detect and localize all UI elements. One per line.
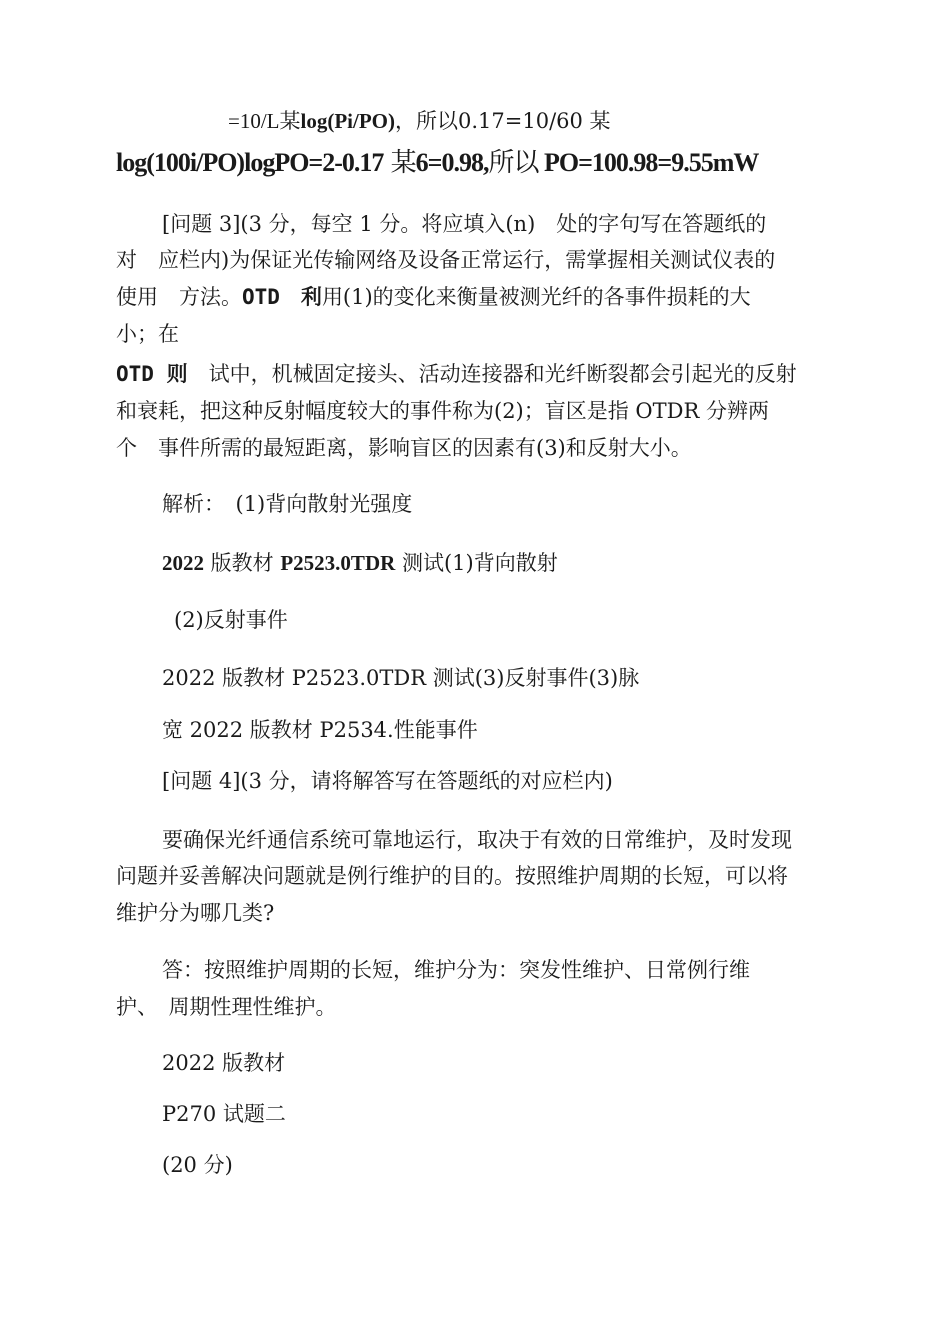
q3-line-2: 对 应栏内)为保证光传输网络及设备正常运行，需掌握相关测试仪表的 xyxy=(116,248,776,272)
q3-text: 使用 方法。 xyxy=(116,285,242,309)
formula-line-2 xyxy=(116,146,758,180)
analysis-item-2: (2)反射事件 xyxy=(174,608,288,632)
q3-text: 用(1)的变化来衡量被测光纤的各事件损耗的大 xyxy=(321,285,751,309)
formula-text: =10/L xyxy=(228,109,280,133)
formula-text: log(Pi/PO) xyxy=(300,109,395,133)
q3-line-6: 和衰耗，把这种反射幅度较大的事件称为(2)；盲区是指 OTDR 分辨两 xyxy=(116,399,769,423)
analysis-text: 版教材 xyxy=(204,551,281,575)
q4-answer-line-1: 答：按照维护周期的长短，维护分为：突发性维护、日常例行维 xyxy=(162,958,750,982)
q4-ref-3: (20 分) xyxy=(162,1153,233,1177)
q4-answer-line-2: 护、 周期性理性维护。 xyxy=(116,995,337,1019)
formula-text: log(100i/PO)logPO=2-0.17 xyxy=(116,148,384,177)
q3-text: 试中，机械固定接头、活动连接器和光纤断裂都会引起光的反射 xyxy=(187,362,797,386)
formula-line-1 xyxy=(228,107,611,135)
q3-line-1: [问题 3](3 分，每空 1 分。将应填入(n) 处的字句写在答题纸的 xyxy=(162,212,767,236)
q4-line-3: 维护分为哪几类? xyxy=(116,901,275,925)
q4-ref-2: P270 试题二 xyxy=(162,1102,286,1126)
formula-text: 某 xyxy=(383,148,416,178)
q3-line-5 xyxy=(116,360,797,388)
q3-text: OTD 利 xyxy=(242,285,322,309)
analysis-text: P2523.0TDR xyxy=(280,551,396,575)
analysis-ref-1 xyxy=(162,549,558,577)
q3-line-7: 个 事件所需的最短距离，影响盲区的因素有(3)和反射大小。 xyxy=(116,436,692,460)
q3-text: OTD 则 xyxy=(116,362,188,386)
analysis-text: 测试(1)背向散射 xyxy=(395,551,558,575)
formula-text: 6=0.98, xyxy=(415,148,489,177)
q4-ref-1: 2022 版教材 xyxy=(162,1051,286,1075)
formula-text: PO=100.98=9.55mW xyxy=(538,148,759,177)
analysis-ref-3: 宽 2022 版教材 P2534.性能事件 xyxy=(162,718,478,742)
q4-line-1: 要确保光纤通信系统可靠地运行，取决于有效的日常维护，及时发现 xyxy=(162,828,792,852)
formula-text: 所以 xyxy=(488,148,539,178)
analysis-text: 2022 xyxy=(162,551,204,575)
formula-text: ，所以0.17=10/60 某 xyxy=(395,109,611,133)
analysis-ref-2: 2022 版教材 P2523.0TDR 测试(3)反射事件(3)脉 xyxy=(162,666,640,690)
q3-line-4: 小；在 xyxy=(116,322,179,346)
q4-title: [问题 4](3 分，请将解答写在答题纸的对应栏内) xyxy=(162,769,613,793)
formula-text: 某 xyxy=(279,109,301,133)
q3-line-3 xyxy=(116,283,751,311)
q4-line-2: 问题并妥善解决问题就是例行维护的目的。按照维护周期的长短，可以将 xyxy=(116,864,788,888)
analysis-label: 解析： (1)背向散射光强度 xyxy=(162,492,413,516)
